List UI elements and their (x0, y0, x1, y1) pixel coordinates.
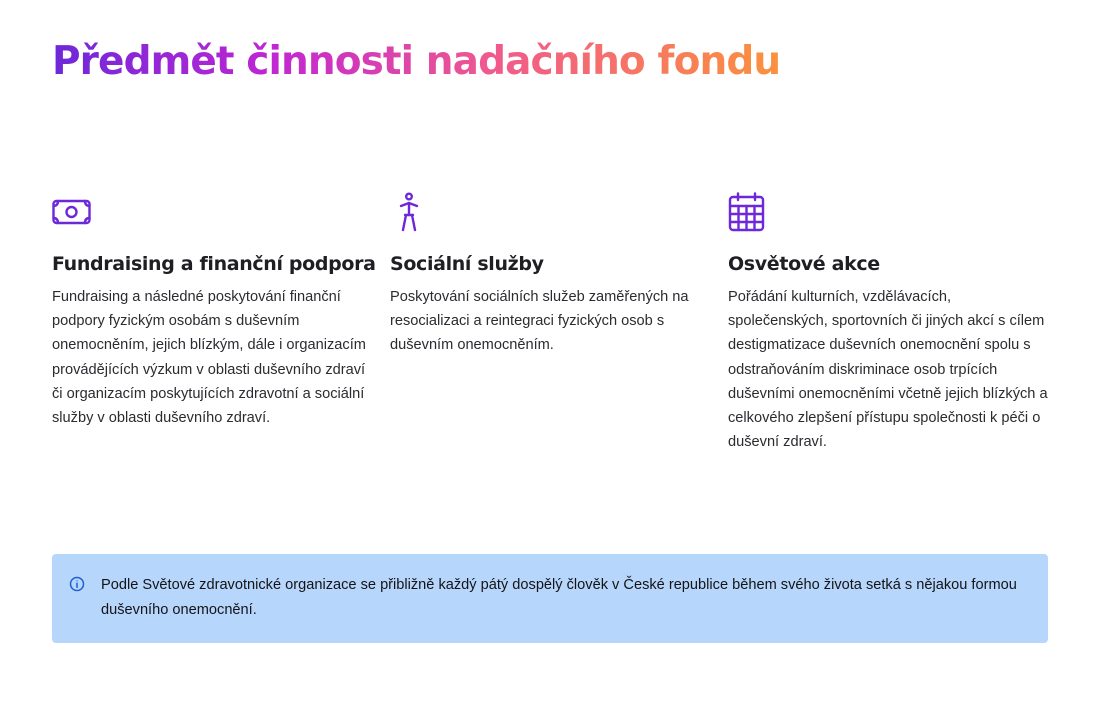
feature-awareness-events (728, 192, 1048, 454)
feature-description: Pořádání kulturních, vzdělávacích, společenských, sportovních či jiných akcí s cílem destigmatizace duševních onemocnění spolu s odstraňováním diskriminace osob trpících duševními onemocněními včetně jejich blízkých a celkového zlepšení přístupu společnosti k péči o duševní zdraví. (728, 289, 1048, 451)
person-standing-icon (390, 192, 430, 232)
feature-title: Osvětové akce (728, 253, 880, 275)
info-callout (52, 554, 1048, 643)
feature-social-services (390, 192, 710, 358)
info-circle-icon (69, 576, 85, 592)
banknote-icon (52, 192, 92, 232)
feature-description: Fundraising a následné poskytování finanční podpory fyzickým osobám s duševním onemocněním, jejich blízkým, dále i organizacím provádějících výzkum v oblasti duševního zdraví či organizacím poskytujících zdravotní a sociální služby v oblasti duševního zdraví. (52, 289, 366, 427)
callout-text: Podle Světové zdravotnické organizace se přibližně každý pátý dospělý člověk v České republice během svého života setká s nějakou formou duševního onemocnění. (101, 577, 1017, 618)
feature-title: Sociální služby (390, 253, 544, 275)
feature-fundraising (52, 192, 376, 430)
page-title: Předmět činnosti nadačního fondu (52, 34, 780, 90)
calendar-icon (728, 192, 768, 232)
feature-description: Poskytování sociálních služeb zaměřených na resocializaci a reintegraci fyzických osob s duševním onemocněním. (390, 289, 689, 354)
feature-title: Fundraising a finanční podpora (52, 253, 376, 275)
features-section (52, 192, 1052, 472)
